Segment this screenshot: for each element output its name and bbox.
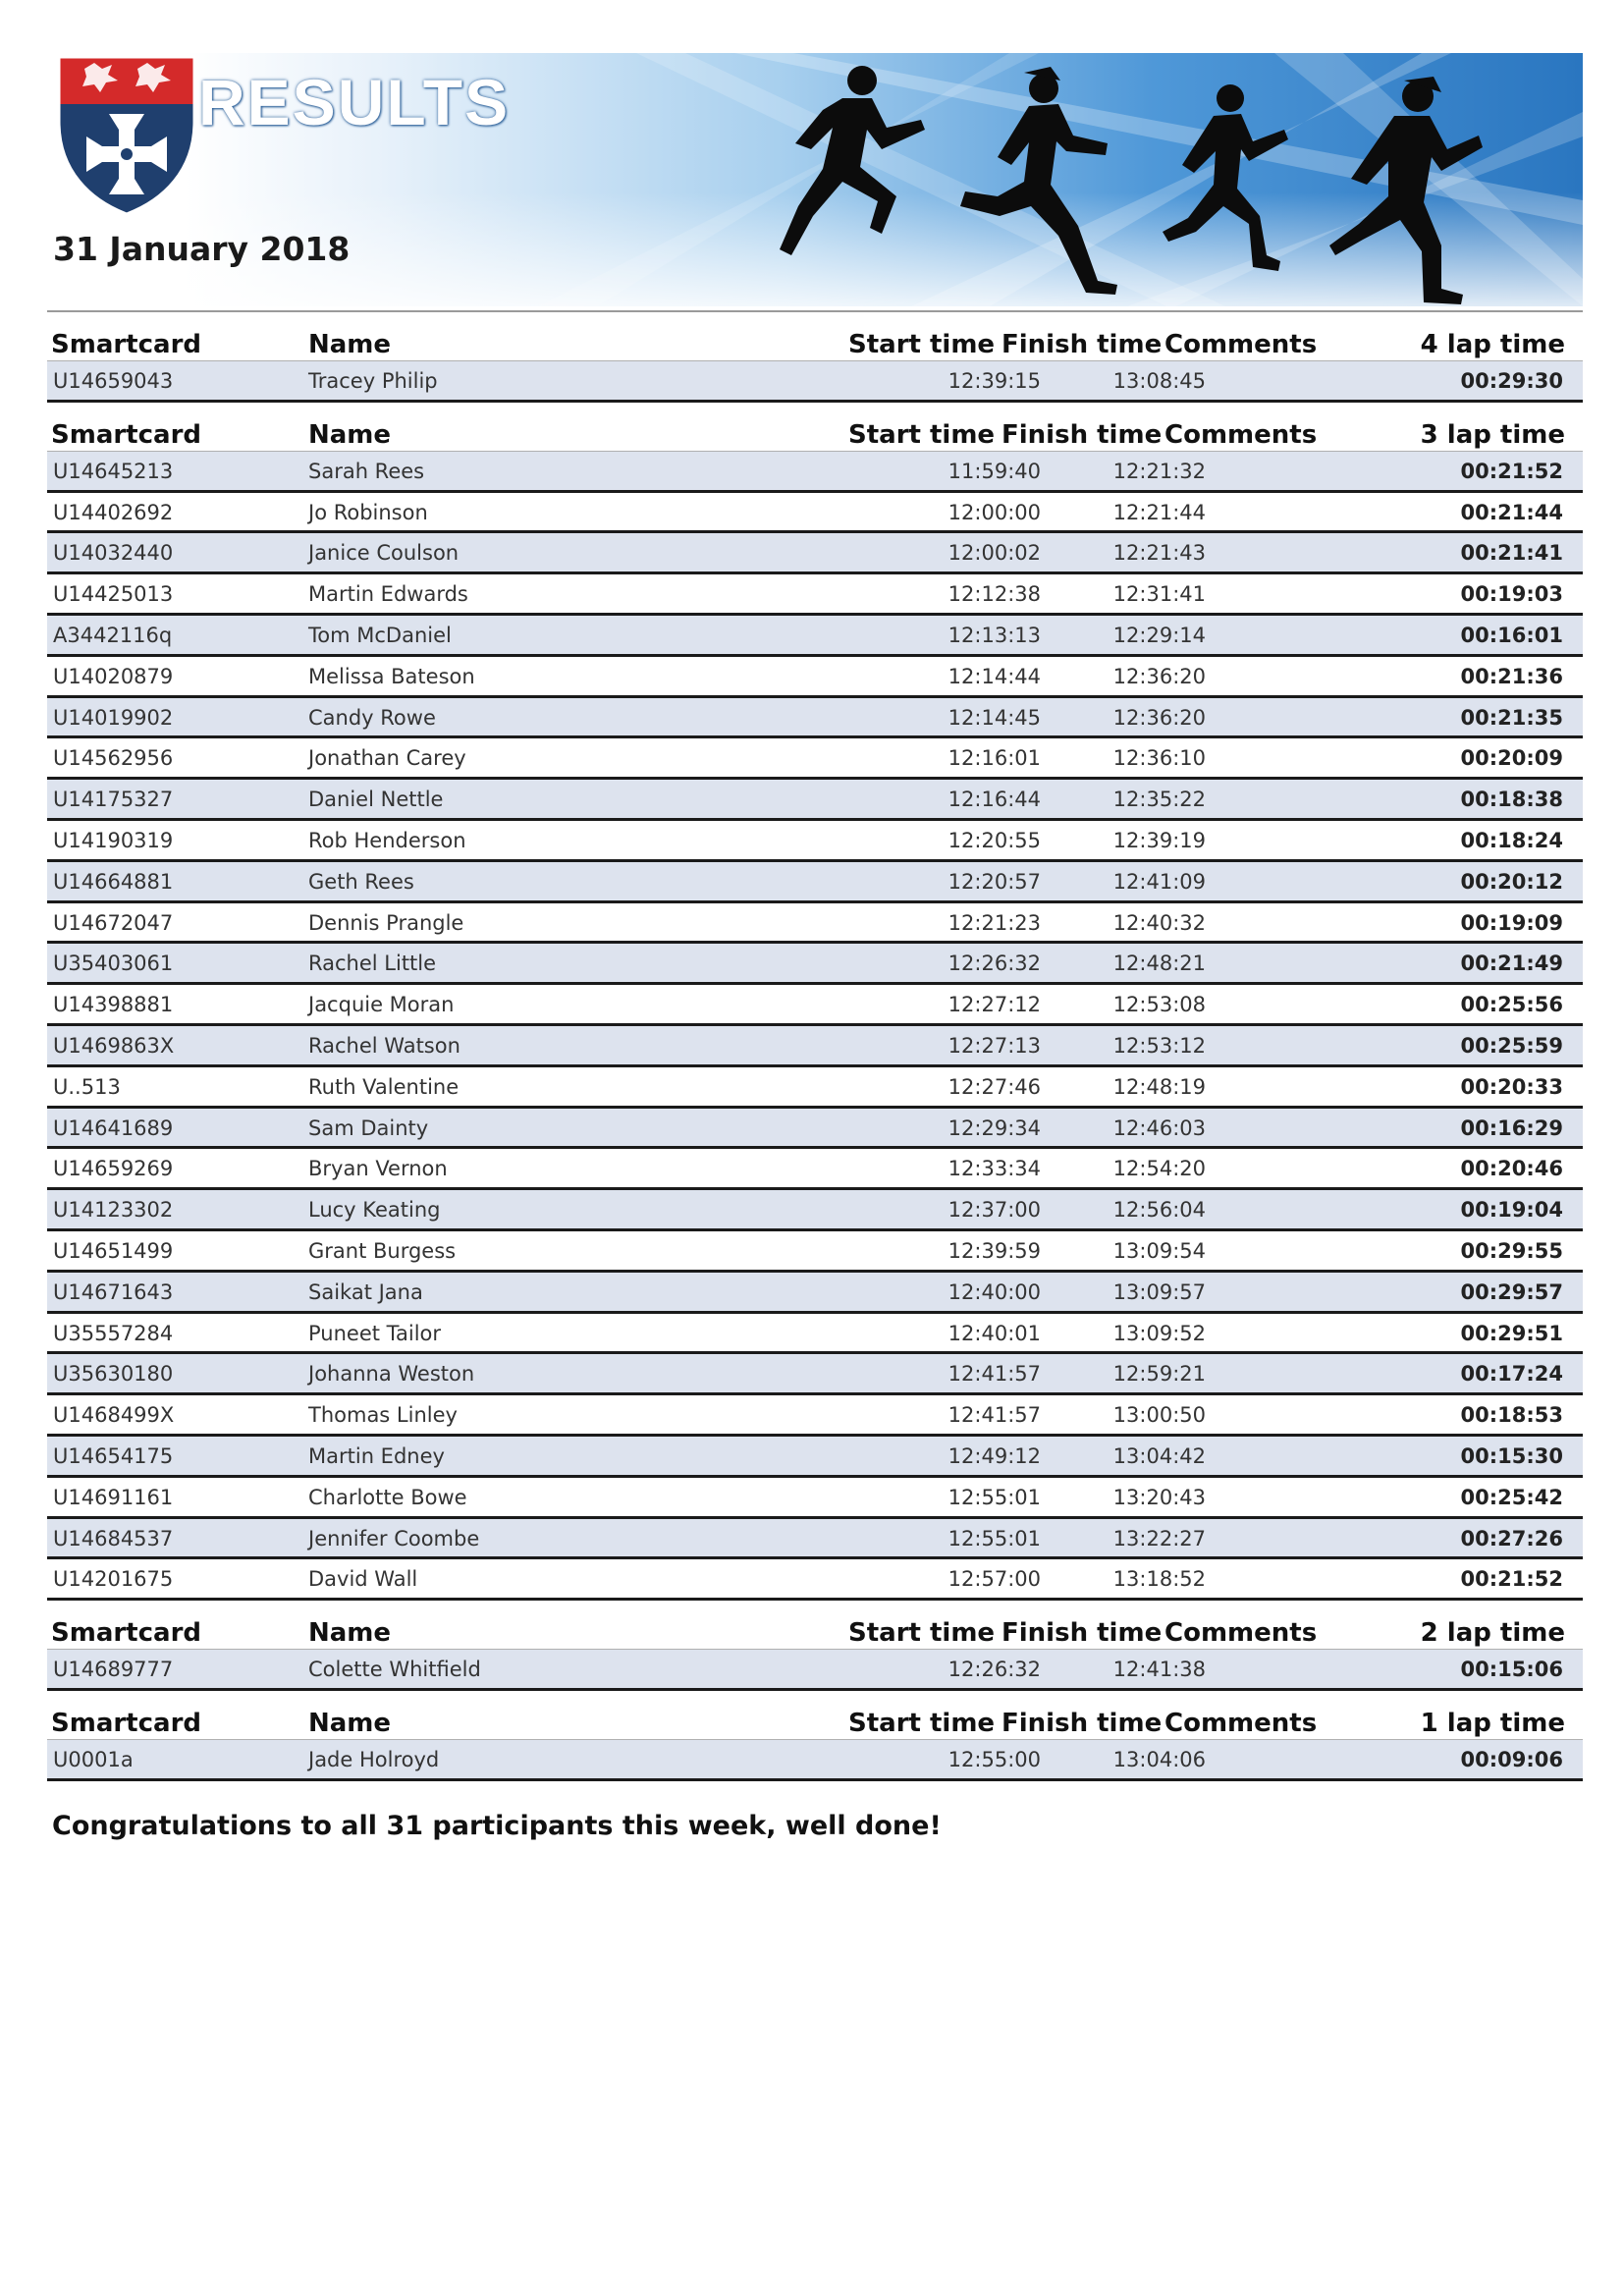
table-row [47, 1026, 1583, 1067]
cell-start-time: 12:37:00 [947, 1198, 1041, 1223]
cell-start-time: 12:26:32 [947, 1658, 1041, 1682]
table-row [47, 1740, 1583, 1781]
cell-name: Rachel Little [308, 952, 437, 976]
cell-smartcard: U14425013 [53, 582, 174, 607]
cell-start-time: 12:27:12 [947, 993, 1041, 1017]
cell-lap-time: 00:21:44 [1460, 500, 1563, 524]
results-group [47, 1699, 1583, 1781]
table-row [47, 1231, 1583, 1273]
crest-logo [55, 53, 198, 216]
column-header-start-time: Start time [848, 1618, 996, 1649]
table-row [47, 657, 1583, 698]
table-row [47, 1149, 1583, 1190]
cell-name: Melissa Bateson [308, 664, 475, 688]
cell-finish-time: 12:29:14 [1112, 623, 1206, 647]
cell-smartcard: U14020879 [53, 664, 174, 688]
cell-finish-time: 12:56:04 [1112, 1198, 1206, 1223]
cell-name: David Wall [308, 1567, 418, 1592]
cell-lap-time: 00:19:04 [1460, 1198, 1563, 1223]
cell-name: Jacquie Moran [308, 993, 455, 1017]
cell-finish-time: 12:36:10 [1112, 746, 1206, 771]
cell-lap-time: 00:25:59 [1460, 1033, 1563, 1058]
column-header-smartcard: Smartcard [51, 1618, 202, 1649]
table-row [47, 1437, 1583, 1478]
table-header [47, 1699, 1583, 1740]
cell-lap-time: 00:21:36 [1460, 664, 1563, 688]
cell-lap-time: 00:29:57 [1460, 1279, 1563, 1304]
cell-smartcard: U14398881 [53, 993, 174, 1017]
column-header-name: Name [308, 1708, 392, 1738]
table-row [47, 780, 1583, 821]
cell-finish-time: 12:39:19 [1112, 828, 1206, 852]
cell-finish-time: 12:41:09 [1112, 869, 1206, 894]
table-row [47, 361, 1583, 403]
cell-start-time: 12:41:57 [947, 1403, 1041, 1428]
cell-smartcard: U14651499 [53, 1238, 174, 1263]
congratulations-message: Congratulations to all 31 participants this week, well done! [52, 1811, 942, 1841]
cell-lap-time: 00:17:24 [1460, 1362, 1563, 1387]
cell-lap-time: 00:29:30 [1460, 369, 1563, 393]
column-header-lap-time: 2 lap time [1420, 1618, 1565, 1649]
table-row [47, 533, 1583, 574]
column-header-smartcard: Smartcard [51, 419, 202, 450]
cell-finish-time: 13:20:43 [1112, 1485, 1206, 1509]
table-row [47, 1650, 1583, 1691]
cell-smartcard: U14654175 [53, 1443, 174, 1468]
table-row [47, 1190, 1583, 1231]
cell-lap-time: 00:20:12 [1460, 869, 1563, 894]
table-row [47, 1314, 1583, 1355]
cell-smartcard: U14190319 [53, 828, 174, 852]
cell-name: Saikat Jana [308, 1279, 423, 1304]
cell-finish-time: 13:04:06 [1112, 1747, 1206, 1771]
cell-start-time: 12:14:44 [947, 664, 1041, 688]
cell-smartcard: U14659269 [53, 1157, 174, 1181]
cell-name: Jonathan Carey [308, 746, 466, 771]
cell-lap-time: 00:16:29 [1460, 1115, 1563, 1140]
results-date: 31 January 2018 [53, 230, 351, 268]
cell-start-time: 12:27:46 [947, 1074, 1041, 1099]
column-header-start-time: Start time [848, 419, 996, 450]
results-group [47, 1608, 1583, 1691]
table-row [47, 616, 1583, 657]
cell-name: Grant Burgess [308, 1238, 457, 1263]
column-header-start-time: Start time [848, 1708, 996, 1738]
column-header-finish-time: Finish time [1001, 419, 1163, 450]
cell-name: Johanna Weston [308, 1362, 475, 1387]
cell-finish-time: 13:00:50 [1112, 1403, 1206, 1428]
table-row [47, 1478, 1583, 1519]
cell-finish-time: 12:54:20 [1112, 1157, 1206, 1181]
cell-name: Jo Robinson [308, 500, 428, 524]
cell-smartcard: U14672047 [53, 910, 174, 935]
cell-start-time: 12:41:57 [947, 1362, 1041, 1387]
cell-lap-time: 00:25:56 [1460, 993, 1563, 1017]
cell-lap-time: 00:19:03 [1460, 582, 1563, 607]
cell-name: Jade Holroyd [308, 1747, 440, 1771]
cell-name: Thomas Linley [308, 1403, 458, 1428]
cell-start-time: 12:16:44 [947, 788, 1041, 812]
cell-start-time: 12:29:34 [947, 1115, 1041, 1140]
cell-name: Lucy Keating [308, 1198, 441, 1223]
cell-start-time: 11:59:40 [947, 459, 1041, 483]
cell-name: Daniel Nettle [308, 788, 444, 812]
cell-name: Janice Coulson [308, 541, 460, 566]
cell-smartcard: U14175327 [53, 788, 174, 812]
column-header-name: Name [308, 330, 392, 359]
cell-smartcard: U14019902 [53, 705, 174, 730]
cell-finish-time: 13:09:54 [1112, 1238, 1206, 1263]
cell-finish-time: 13:04:42 [1112, 1443, 1206, 1468]
cell-start-time: 12:26:32 [947, 952, 1041, 976]
cell-start-time: 12:21:23 [947, 910, 1041, 935]
cell-lap-time: 00:21:52 [1460, 1567, 1563, 1592]
cell-lap-time: 00:21:41 [1460, 541, 1563, 566]
cell-lap-time: 00:21:49 [1460, 952, 1563, 976]
cell-name: Rob Henderson [308, 828, 466, 852]
cell-lap-time: 00:20:46 [1460, 1157, 1563, 1181]
cell-name: Martin Edwards [308, 582, 468, 607]
cell-start-time: 12:33:34 [947, 1157, 1041, 1181]
cell-start-time: 12:40:00 [947, 1279, 1041, 1304]
cell-name: Charlotte Bowe [308, 1485, 467, 1509]
cell-smartcard: U14645213 [53, 459, 174, 483]
column-header-lap-time: 3 lap time [1420, 419, 1565, 450]
cell-smartcard: U14671643 [53, 1279, 174, 1304]
table-row [47, 821, 1583, 862]
cell-start-time: 12:39:59 [947, 1238, 1041, 1263]
cell-smartcard: U14684537 [53, 1526, 174, 1551]
cell-name: Puneet Tailor [308, 1321, 442, 1345]
table-row [47, 493, 1583, 534]
cell-finish-time: 12:21:43 [1112, 541, 1206, 566]
table-row [47, 574, 1583, 616]
cell-lap-time: 00:29:55 [1460, 1238, 1563, 1263]
cell-start-time: 12:00:00 [947, 500, 1041, 524]
cell-lap-time: 00:09:06 [1460, 1747, 1563, 1771]
cell-start-time: 12:16:01 [947, 746, 1041, 771]
cell-lap-time: 00:29:51 [1460, 1321, 1563, 1345]
cell-name: Colette Whitfield [308, 1658, 481, 1682]
cell-start-time: 12:20:57 [947, 869, 1041, 894]
cell-name: Bryan Vernon [308, 1157, 448, 1181]
cell-finish-time: 12:21:44 [1112, 500, 1206, 524]
cell-start-time: 12:57:00 [947, 1567, 1041, 1592]
cell-smartcard: U35557284 [53, 1321, 174, 1345]
cell-start-time: 12:14:45 [947, 705, 1041, 730]
table-row [47, 1273, 1583, 1314]
runner-silhouettes-icon [685, 59, 1569, 306]
column-header-comments: Comments [1164, 1618, 1318, 1649]
cell-start-time: 12:13:13 [947, 623, 1041, 647]
cell-finish-time: 12:53:12 [1112, 1033, 1206, 1058]
page-title: RESULTS [198, 66, 511, 138]
table-row [47, 985, 1583, 1026]
column-header-comments: Comments [1164, 419, 1318, 450]
cell-name: Ruth Valentine [308, 1074, 460, 1099]
cell-lap-time: 00:27:26 [1460, 1526, 1563, 1551]
column-header-lap-time: 1 lap time [1420, 1708, 1565, 1738]
cell-smartcard: U1468499X [53, 1403, 175, 1428]
cell-lap-time: 00:18:53 [1460, 1403, 1563, 1428]
cell-smartcard: U35630180 [53, 1362, 174, 1387]
table-row [47, 862, 1583, 903]
cell-name: Rachel Watson [308, 1033, 460, 1058]
table-row [47, 1395, 1583, 1437]
cell-smartcard: U35403061 [53, 952, 174, 976]
cell-lap-time: 00:25:42 [1460, 1485, 1563, 1509]
cell-start-time: 12:55:01 [947, 1526, 1041, 1551]
cell-start-time: 12:55:01 [947, 1485, 1041, 1509]
cell-finish-time: 12:48:21 [1112, 952, 1206, 976]
cell-lap-time: 00:21:35 [1460, 705, 1563, 730]
table-row [47, 1559, 1583, 1601]
cell-finish-time: 13:08:45 [1112, 369, 1206, 393]
table-row [47, 1354, 1583, 1395]
column-header-comments: Comments [1164, 1708, 1318, 1738]
cell-smartcard: U14691161 [53, 1485, 174, 1509]
cell-start-time: 12:49:12 [947, 1443, 1041, 1468]
column-header-comments: Comments [1164, 330, 1318, 359]
cell-smartcard: U14402692 [53, 500, 174, 524]
cell-smartcard: U..513 [53, 1074, 121, 1099]
cell-lap-time: 00:18:38 [1460, 788, 1563, 812]
cell-start-time: 12:12:38 [947, 582, 1041, 607]
cell-smartcard: U14032440 [53, 541, 174, 566]
results-group [47, 410, 1583, 1601]
results-group [47, 320, 1583, 403]
table-row [47, 944, 1583, 985]
cell-finish-time: 12:35:22 [1112, 788, 1206, 812]
cell-finish-time: 13:18:52 [1112, 1567, 1206, 1592]
cell-name: Tracey Philip [308, 369, 438, 393]
table-row [47, 738, 1583, 780]
cell-start-time: 12:27:13 [947, 1033, 1041, 1058]
column-header-finish-time: Finish time [1001, 1708, 1163, 1738]
cell-start-time: 12:00:02 [947, 541, 1041, 566]
table-header [47, 410, 1583, 452]
cell-smartcard: U14201675 [53, 1567, 174, 1592]
cell-lap-time: 00:16:01 [1460, 623, 1563, 647]
cell-finish-time: 12:41:38 [1112, 1658, 1206, 1682]
column-header-smartcard: Smartcard [51, 330, 202, 359]
table-row [47, 452, 1583, 493]
column-header-start-time: Start time [848, 330, 996, 359]
table-row [47, 698, 1583, 739]
cell-finish-time: 12:36:20 [1112, 705, 1206, 730]
cell-finish-time: 12:36:20 [1112, 664, 1206, 688]
cell-name: Geth Rees [308, 869, 414, 894]
cell-start-time: 12:55:00 [947, 1747, 1041, 1771]
cell-smartcard: U14641689 [53, 1115, 174, 1140]
cell-finish-time: 12:46:03 [1112, 1115, 1206, 1140]
cell-finish-time: 13:22:27 [1112, 1526, 1206, 1551]
cell-finish-time: 13:09:57 [1112, 1279, 1206, 1304]
cell-name: Sam Dainty [308, 1115, 429, 1140]
cell-finish-time: 12:31:41 [1112, 582, 1206, 607]
cell-finish-time: 12:48:19 [1112, 1074, 1206, 1099]
results-tables [47, 320, 1583, 1781]
cell-name: Candy Rowe [308, 705, 436, 730]
header-banner [47, 53, 1583, 306]
cell-lap-time: 00:19:09 [1460, 910, 1563, 935]
cell-smartcard: U14562956 [53, 746, 174, 771]
table-row [47, 903, 1583, 945]
cell-name: Jennifer Coombe [308, 1526, 480, 1551]
cell-finish-time: 13:09:52 [1112, 1321, 1206, 1345]
cell-smartcard: U14123302 [53, 1198, 174, 1223]
cell-name: Martin Edney [308, 1443, 445, 1468]
cell-lap-time: 00:21:52 [1460, 459, 1563, 483]
cell-lap-time: 00:15:06 [1460, 1658, 1563, 1682]
column-header-finish-time: Finish time [1001, 1618, 1163, 1649]
cell-smartcard: U14664881 [53, 869, 174, 894]
column-header-name: Name [308, 419, 392, 450]
cell-smartcard: U0001a [53, 1747, 134, 1771]
cell-name: Tom McDaniel [308, 623, 452, 647]
column-header-finish-time: Finish time [1001, 330, 1163, 359]
cell-finish-time: 12:59:21 [1112, 1362, 1206, 1387]
cell-start-time: 12:20:55 [947, 828, 1041, 852]
column-header-smartcard: Smartcard [51, 1708, 202, 1738]
cell-smartcard: A3442116q [53, 623, 173, 647]
cell-smartcard: U14689777 [53, 1658, 174, 1682]
cell-start-time: 12:40:01 [947, 1321, 1041, 1345]
cell-finish-time: 12:40:32 [1112, 910, 1206, 935]
table-header [47, 1608, 1583, 1650]
cell-name: Sarah Rees [308, 459, 425, 483]
column-header-lap-time: 4 lap time [1420, 330, 1565, 359]
table-row [47, 1067, 1583, 1109]
table-row [47, 1519, 1583, 1560]
column-header-name: Name [308, 1618, 392, 1649]
cell-finish-time: 12:21:32 [1112, 459, 1206, 483]
cell-lap-time: 00:20:33 [1460, 1074, 1563, 1099]
header-divider [47, 310, 1583, 312]
cell-smartcard: U1469863X [53, 1033, 175, 1058]
table-header [47, 320, 1583, 361]
table-row [47, 1109, 1583, 1150]
cell-smartcard: U14659043 [53, 369, 174, 393]
cell-lap-time: 00:15:30 [1460, 1443, 1563, 1468]
cell-lap-time: 00:20:09 [1460, 746, 1563, 771]
cell-start-time: 12:39:15 [947, 369, 1041, 393]
cell-lap-time: 00:18:24 [1460, 828, 1563, 852]
cell-finish-time: 12:53:08 [1112, 993, 1206, 1017]
cell-name: Dennis Prangle [308, 910, 464, 935]
